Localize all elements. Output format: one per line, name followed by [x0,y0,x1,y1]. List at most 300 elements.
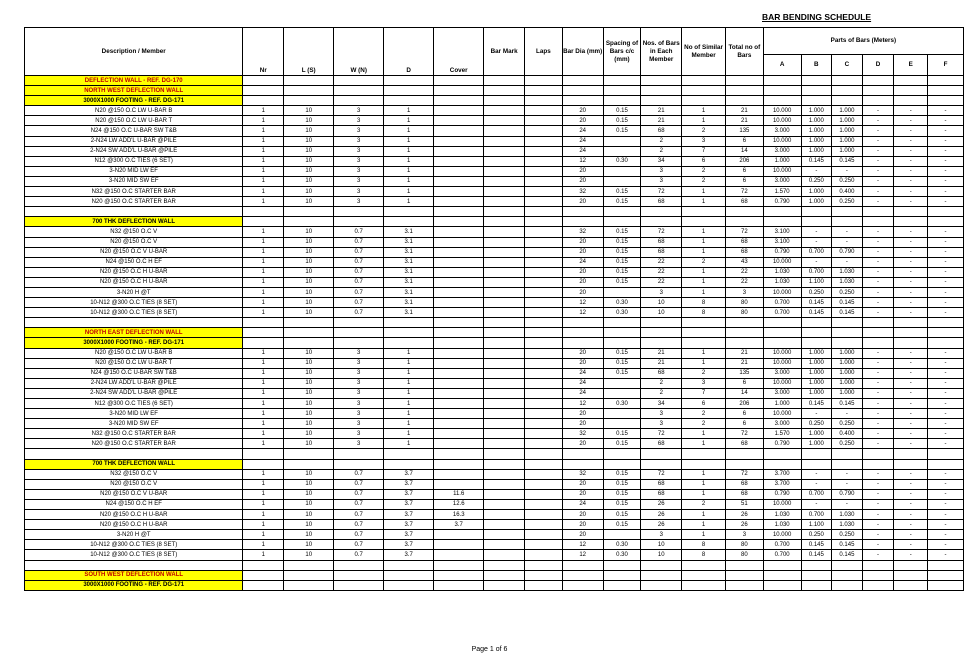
table-cell [525,126,563,136]
table-cell: 1 [682,358,726,368]
table-row [25,499,964,509]
empty-cell [763,328,801,338]
table-cell: - [862,429,894,439]
table-cell: 72 [641,227,682,237]
table-cell: 0.30 [603,550,641,560]
table-cell: 0.15 [603,197,641,207]
empty-cell [894,207,928,217]
table-cell: 6 [726,409,764,419]
table-cell: 3 [334,126,384,136]
empty-cell [284,217,334,227]
table-cell: 206 [726,399,764,409]
table-cell: - [894,257,928,267]
table-cell [525,479,563,489]
header-parts: Parts of Bars (Meters) [763,28,963,55]
table-cell: 3.000 [763,368,801,378]
table-cell: 20 [562,247,603,257]
table-cell: 1.000 [801,429,832,439]
table-cell: 0.15 [603,469,641,479]
table-cell [484,136,525,146]
table-cell: - [894,378,928,388]
table-cell: 1.000 [832,126,863,136]
table-cell: 1 [243,378,284,388]
table-cell: 0.30 [603,308,641,318]
empty-cell [484,318,525,328]
table-cell: 1.000 [763,156,801,166]
table-row [25,510,964,520]
table-cell: 72 [641,429,682,439]
table-cell [484,409,525,419]
table-cell [434,247,484,257]
table-cell: 3 [334,348,384,358]
empty-cell [928,449,964,459]
table-cell: - [928,227,964,237]
table-cell: 8 [682,298,726,308]
table-cell: 68 [641,197,682,207]
table-row [25,267,964,277]
table-cell: - [894,499,928,509]
empty-cell [603,328,641,338]
table-cell: 10 [284,479,334,489]
table-cell: 20 [562,489,603,499]
table-cell: 0.15 [603,439,641,449]
empty-cell [25,318,243,328]
header-no-similar: No of Similar Member [682,28,726,76]
member-description: 2-N24 SW ADD'L U-BAR @PILE [25,146,243,156]
table-cell: - [862,187,894,197]
empty-cell [801,560,832,570]
table-cell: 10 [284,287,334,297]
table-cell: 1.000 [801,388,832,398]
table-cell: 3.7 [384,530,434,540]
table-row [25,368,964,378]
table-cell: 20 [562,166,603,176]
table-cell [484,257,525,267]
empty-cell [384,318,434,328]
empty-cell [434,217,484,227]
empty-cell [641,580,682,590]
empty-cell [726,570,764,580]
table-cell: 20 [562,116,603,126]
table-cell: - [894,479,928,489]
empty-cell [763,570,801,580]
table-cell: 1.030 [832,277,863,287]
section-title: NORTH EAST DEFLECTION WALL [25,328,243,338]
table-cell [603,530,641,540]
table-cell: 10 [284,419,334,429]
table-cell: 0.145 [832,550,863,560]
table-cell: 1.000 [801,126,832,136]
table-cell: - [894,227,928,237]
header-bar-mark: Bar Mark [484,28,525,76]
table-cell: 6 [726,176,764,186]
table-cell: - [928,358,964,368]
empty-cell [726,96,764,106]
table-cell: 135 [726,368,764,378]
table-cell: 1.000 [801,368,832,378]
table-cell: - [801,499,832,509]
empty-cell [243,328,284,338]
table-cell: - [801,479,832,489]
table-cell: - [928,257,964,267]
table-cell: 1 [384,197,434,207]
member-description: N20 @150 O.C H U-BAR [25,267,243,277]
empty-cell [284,560,334,570]
header-part-e: E [894,55,928,76]
empty-cell [726,560,764,570]
table-cell [484,530,525,540]
table-cell: - [862,479,894,489]
table-cell: 10.000 [763,136,801,146]
empty-cell [832,76,863,86]
header-nos-bars: Nos. of Bars in Each Member [641,28,682,76]
empty-cell [862,459,894,469]
table-cell: - [801,257,832,267]
table-cell: 12 [562,156,603,166]
table-cell: - [894,308,928,318]
member-description: N20 @150 O.C LW U-BAR T [25,116,243,126]
table-row [25,530,964,540]
table-cell: 0.250 [801,419,832,429]
table-row [25,419,964,429]
table-cell: 3.000 [763,419,801,429]
table-cell: - [862,287,894,297]
table-row [25,247,964,257]
empty-cell [928,459,964,469]
table-cell: 1 [682,197,726,207]
table-cell: - [928,106,964,116]
table-cell: 10.000 [763,530,801,540]
table-row [25,540,964,550]
table-cell: - [832,469,863,479]
table-cell: 68 [641,489,682,499]
table-cell [484,469,525,479]
empty-cell [484,76,525,86]
table-cell: 10 [284,106,334,116]
member-description: N20 @150 O.C V U-BAR [25,247,243,257]
table-cell: 10 [284,126,334,136]
empty-cell [832,217,863,227]
empty-cell [603,217,641,227]
empty-cell [334,570,384,580]
empty-cell [562,96,603,106]
table-cell: 3 [334,136,384,146]
table-cell: 1 [243,126,284,136]
empty-cell [562,318,603,328]
table-cell: 1 [243,530,284,540]
table-cell: 3 [334,399,384,409]
table-cell: 10 [284,409,334,419]
table-cell: 10 [284,187,334,197]
table-cell: - [928,479,964,489]
table-cell: - [894,136,928,146]
empty-cell [862,580,894,590]
member-description: N20 @150 O.C V U-BAR [25,489,243,499]
table-cell: - [928,156,964,166]
empty-cell [862,217,894,227]
empty-cell [682,318,726,328]
table-cell: 1 [243,550,284,560]
empty-cell [434,560,484,570]
table-cell: 3.7 [384,489,434,499]
table-cell: 21 [641,116,682,126]
table-cell [434,146,484,156]
table-cell: 1 [243,499,284,509]
empty-cell [801,217,832,227]
table-cell: - [928,530,964,540]
table-cell: 1 [384,187,434,197]
table-cell: 0.7 [334,540,384,550]
member-description: N24 @150 O.C U-BAR SW T&B [25,126,243,136]
table-cell: - [928,378,964,388]
member-description: N20 @150 O.C STARTER BAR [25,197,243,207]
table-cell: 14 [726,388,764,398]
member-description: 2-N24 LW ADD'L U-BAR @PILE [25,136,243,146]
empty-cell [726,328,764,338]
table-cell: - [862,116,894,126]
table-cell [484,187,525,197]
table-cell: 1 [243,176,284,186]
table-cell: 32 [562,469,603,479]
empty-cell [384,96,434,106]
table-cell: - [928,429,964,439]
table-row [25,348,964,358]
empty-cell [384,328,434,338]
table-cell: 3.7 [384,499,434,509]
table-cell: 80 [726,308,764,318]
table-cell: 10.000 [763,257,801,267]
spacer-row [25,449,964,459]
table-cell: 3 [641,409,682,419]
table-cell [434,469,484,479]
table-cell: 1.000 [801,116,832,126]
table-cell: 10 [284,116,334,126]
table-cell: 0.250 [801,287,832,297]
table-cell: 10.000 [763,358,801,368]
table-cell: 0.145 [832,308,863,318]
table-cell [484,540,525,550]
table-cell: 3.1 [384,227,434,237]
empty-cell [682,338,726,348]
table-cell: 12 [562,308,603,318]
empty-cell [894,580,928,590]
table-cell [484,479,525,489]
table-cell: 22 [726,277,764,287]
table-row [25,378,964,388]
empty-cell [284,207,334,217]
table-cell: 68 [726,197,764,207]
empty-cell [603,570,641,580]
table-cell: 10 [284,146,334,156]
table-cell: 3.1 [384,247,434,257]
table-cell: 3 [334,156,384,166]
table-cell [484,348,525,358]
header-part-d: D [862,55,894,76]
empty-cell [562,449,603,459]
table-cell: 0.250 [832,197,863,207]
empty-cell [284,86,334,96]
table-cell: - [928,439,964,449]
table-cell: 8 [682,540,726,550]
table-row [25,116,964,126]
table-cell: 20 [562,419,603,429]
table-cell: 12 [562,298,603,308]
member-description: N20 @150 O.C H U-BAR [25,520,243,530]
table-cell [525,530,563,540]
empty-cell [682,76,726,86]
empty-cell [801,580,832,590]
table-cell: 1 [384,116,434,126]
table-cell [434,166,484,176]
empty-cell [334,580,384,590]
table-cell: 1.000 [832,146,863,156]
section-header-row [25,76,964,86]
table-cell [484,399,525,409]
table-cell: 0.700 [801,267,832,277]
table-cell: 1.000 [832,378,863,388]
table-cell: - [862,388,894,398]
header-laps: Laps [525,28,563,76]
table-cell: 10 [284,176,334,186]
empty-cell [801,459,832,469]
member-description: 2-N24 LW ADD'L U-BAR @PILE [25,378,243,388]
table-cell: 0.30 [603,540,641,550]
empty-cell [484,338,525,348]
table-cell: 26 [641,510,682,520]
table-cell: - [928,146,964,156]
table-cell: 3.700 [763,479,801,489]
table-cell: 0.700 [763,540,801,550]
empty-cell [334,76,384,86]
section-title: NORTH WEST DEFLECTION WALL [25,86,243,96]
table-row [25,106,964,116]
member-description: N24 @150 O.C H EF [25,499,243,509]
table-cell: 1.000 [763,399,801,409]
empty-cell [243,86,284,96]
table-cell: 0.7 [334,499,384,509]
empty-cell [434,570,484,580]
table-cell: 10 [284,550,334,560]
table-cell: 21 [726,106,764,116]
table-cell: 10 [284,197,334,207]
table-cell: - [832,237,863,247]
table-cell: 12.6 [434,499,484,509]
table-cell: 72 [726,469,764,479]
table-cell: 1 [384,399,434,409]
table-cell: 3.1 [384,287,434,297]
empty-cell [801,207,832,217]
table-cell: - [894,116,928,126]
empty-cell [243,207,284,217]
empty-cell [603,96,641,106]
table-cell: 21 [641,106,682,116]
empty-cell [562,76,603,86]
table-cell: - [862,368,894,378]
empty-cell [434,207,484,217]
table-cell: 0.250 [832,419,863,429]
table-cell: - [928,510,964,520]
table-cell [434,550,484,560]
empty-cell [801,86,832,96]
table-cell: 0.145 [801,550,832,560]
member-description: N32 @150 O.C STARTER BAR [25,429,243,439]
table-cell: 0.7 [334,287,384,297]
empty-cell [603,338,641,348]
table-cell: 1 [243,136,284,146]
table-cell [434,156,484,166]
bar-bending-schedule-table [24,27,964,591]
table-cell: 72 [726,227,764,237]
table-cell: 3 [334,146,384,156]
empty-cell [641,449,682,459]
table-cell: 1 [384,388,434,398]
table-cell: 3.7 [384,510,434,520]
empty-cell [862,560,894,570]
table-cell [484,106,525,116]
table-cell [434,419,484,429]
empty-cell [243,570,284,580]
table-cell: 0.7 [334,479,384,489]
table-cell: - [862,409,894,419]
table-cell: - [832,257,863,267]
section-title: 3000X1000 FOOTING - REF. DG-171 [25,338,243,348]
table-cell: 10 [284,298,334,308]
table-cell: 1.000 [801,378,832,388]
member-description: 3-N20 H @T [25,287,243,297]
table-cell [525,409,563,419]
table-cell: 12 [562,399,603,409]
table-cell: 1.000 [832,358,863,368]
empty-cell [384,76,434,86]
table-cell: 20 [562,510,603,520]
member-description: 3-N20 MID SW EF [25,419,243,429]
table-cell: 72 [726,429,764,439]
table-cell [484,358,525,368]
empty-cell [603,560,641,570]
table-cell: 1 [384,156,434,166]
table-cell: 1 [243,277,284,287]
table-cell: - [894,267,928,277]
table-cell [434,358,484,368]
table-cell: 3 [682,136,726,146]
table-cell: - [801,166,832,176]
empty-cell [334,96,384,106]
empty-cell [862,76,894,86]
member-description: N32 @150 O.C V [25,469,243,479]
table-cell: 24 [562,136,603,146]
table-cell: 10 [284,227,334,237]
table-cell [525,399,563,409]
table-cell: 0.250 [832,439,863,449]
table-cell: 10.000 [763,348,801,358]
table-cell: 10 [284,388,334,398]
table-cell: 1.000 [801,146,832,156]
table-cell [434,479,484,489]
table-cell: 21 [641,358,682,368]
empty-cell [682,570,726,580]
member-description: N12 @300 O.C TIES (6 SET) [25,399,243,409]
table-cell: 10 [284,277,334,287]
table-row [25,298,964,308]
table-cell: 1 [243,298,284,308]
table-cell [484,227,525,237]
table-cell: 20 [562,358,603,368]
table-cell [525,489,563,499]
empty-cell [832,580,863,590]
empty-cell [243,560,284,570]
table-cell: - [862,419,894,429]
empty-cell [726,459,764,469]
